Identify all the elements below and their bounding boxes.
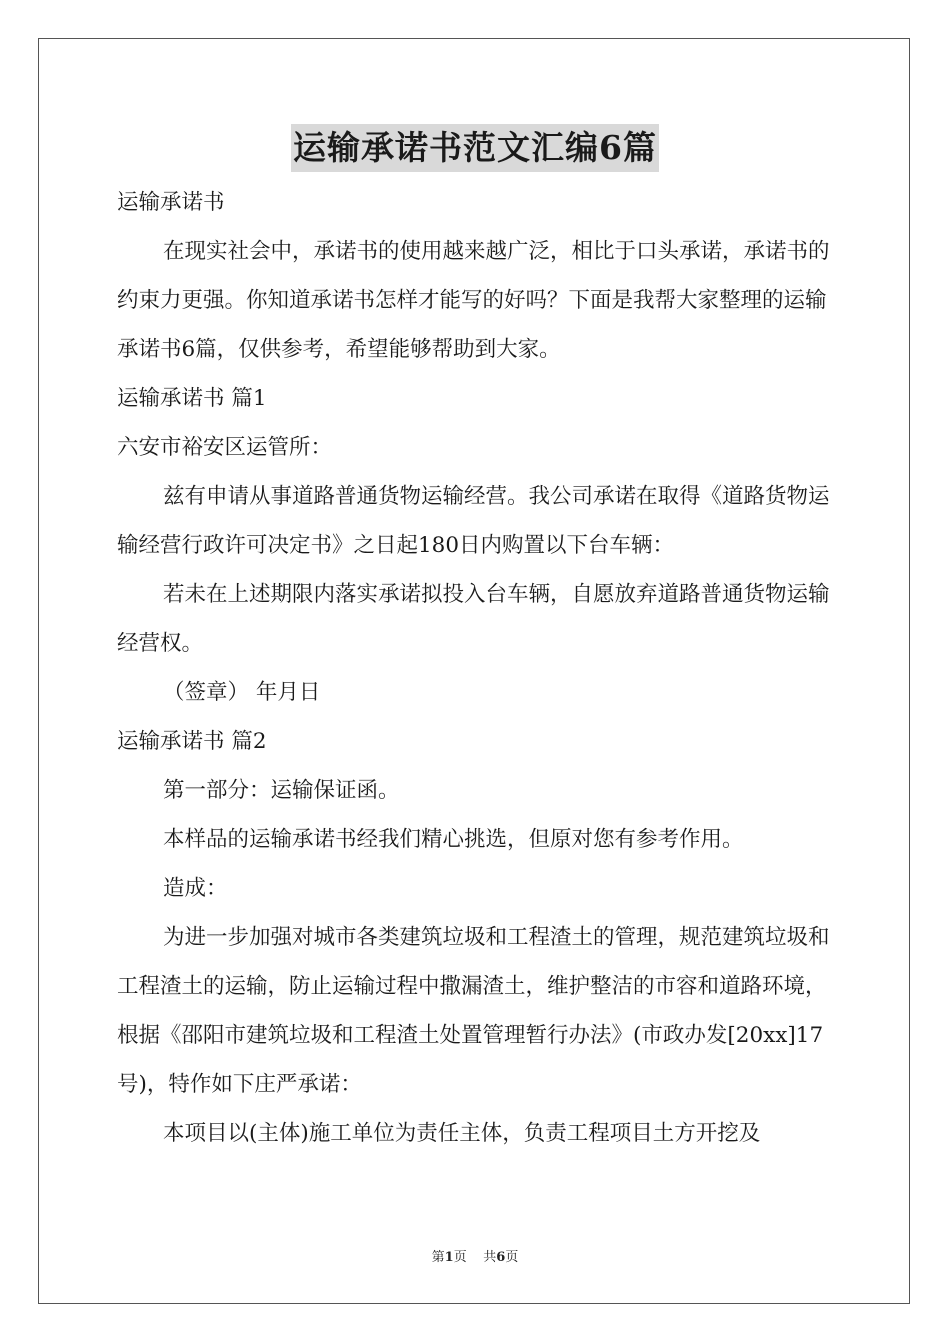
paragraph: 六安市裕安区运管所： [117, 435, 333, 460]
total-suffix: 页 [505, 1250, 519, 1265]
paragraph: 为进一步加强对城市各类建筑垃圾和工程渣土的管理，规范建筑垃圾和工程渣土的运输，防止运输过程中撒漏渣土，维护整洁的市容和道路环境，根据《邵阳市建筑垃圾和工程渣土处置管理暂行办法》(市政办发[20xx]17号)，特作如下庄严承诺： [117, 925, 830, 1097]
page-prefix: 第 [431, 1250, 445, 1265]
paragraph: 运输承诺书 [117, 190, 225, 215]
document-title: 运输承诺书范文汇编6篇 [291, 124, 659, 172]
total-prefix: 共 [483, 1250, 497, 1265]
total-pages: 6 [496, 1250, 506, 1265]
section-heading: 运输承诺书 篇1 [117, 386, 267, 411]
page-footer [0, 1246, 950, 1265]
paragraph: 本项目以(主体)施工单位为责任主体，负责工程项目土方开挖及 [163, 1121, 761, 1146]
signature-line: （签章） 年月日 [163, 680, 321, 705]
title-container [0, 124, 950, 172]
page-number: 1 [444, 1250, 454, 1265]
section-heading: 运输承诺书 篇2 [117, 729, 267, 754]
paragraph: 本样品的运输承诺书经我们精心挑选，但原对您有参考作用。 [163, 827, 744, 852]
paragraph: 在现实社会中，承诺书的使用越来越广泛，相比于口头承诺，承诺书的约束力更强。你知道承诺书怎样才能写的好吗？下面是我帮大家整理的运输承诺书6篇，仅供参考，希望能够帮助到大家。 [117, 239, 830, 362]
paragraph: 兹有申请从事道路普通货物运输经营。我公司承诺在取得《道路货物运输经营行政许可决定书》之日起180日内购置以下台车辆： [117, 484, 830, 558]
paragraph: 若未在上述期限内落实承诺拟投入台车辆，自愿放弃道路普通货物运输经营权。 [117, 582, 830, 656]
paragraph: 造成： [163, 876, 228, 901]
document-body [117, 178, 833, 1158]
paragraph: 第一部分：运输保证函。 [163, 778, 400, 803]
page-suffix: 页 [453, 1250, 467, 1265]
